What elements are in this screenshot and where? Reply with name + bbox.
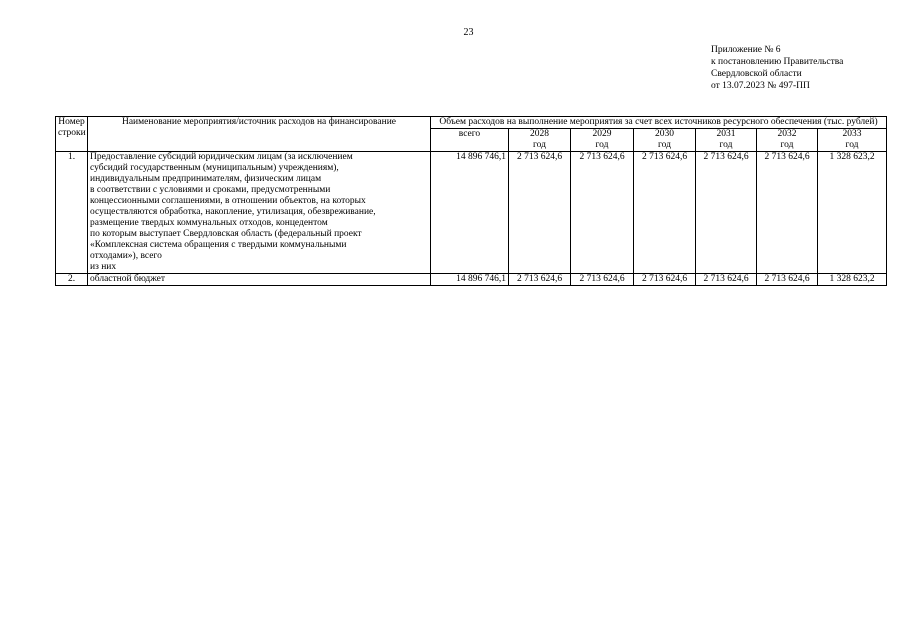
header-year (818, 129, 887, 152)
name-line: осуществляются обработка, накопление, утилизация, обезвреживание, (90, 207, 376, 217)
row-value: 2 713 624,6 (634, 274, 696, 286)
page-number: 23 (463, 27, 474, 38)
name-line: по которым выступает Свердловская область (федеральный проект (90, 229, 362, 239)
header-total: всего (431, 129, 509, 152)
year-unit: год (533, 140, 546, 150)
header-year (571, 129, 634, 152)
name-line: в соответствии с условиями и сроками, предусмотренными (90, 185, 331, 195)
financing-table (55, 116, 887, 286)
year-unit: год (780, 140, 794, 150)
annex-block (711, 44, 843, 92)
year-number: 2028 (530, 129, 549, 139)
row-value: 2 713 624,6 (757, 152, 818, 274)
name-line: концессионными соглашениями, в отношении объектов, на которых (90, 196, 366, 206)
year-unit: год (658, 140, 671, 150)
header-row-number: Номер строки (56, 117, 88, 152)
year-number: 2031 (716, 129, 736, 139)
annex-line: к постановлению Правительства (711, 57, 844, 67)
header-year (634, 129, 696, 152)
name-line: субсидий государственным (муниципальным) учреждениям), (90, 163, 339, 173)
year-unit: год (595, 140, 609, 150)
annex-line: Приложение № 6 (711, 45, 781, 55)
year-unit: год (719, 140, 733, 150)
row-value: 2 713 624,6 (696, 274, 757, 286)
name-line: областной бюджет (90, 274, 166, 284)
header-volume: Объем расходов на выполнение мероприятия за счет всех источников ресурсного обеспечения (тыс. рублей) (431, 117, 887, 129)
row-value: 2 713 624,6 (757, 274, 818, 286)
row-number: 1. (56, 152, 88, 274)
row-value: 1 328 623,2 (818, 274, 887, 286)
row-name (88, 274, 431, 286)
annex-line: Свердловской области (711, 69, 802, 79)
row-value: 2 713 624,6 (696, 152, 757, 274)
row-value: 2 713 624,6 (509, 152, 571, 274)
row-number: 2. (56, 274, 88, 286)
year-number: 2029 (592, 129, 612, 139)
name-line: из них (90, 262, 117, 272)
name-line: индивидуальным предпринимателям, физическим лицам (90, 174, 322, 184)
year-number: 2030 (655, 129, 674, 139)
name-line: размещение твердых коммунальных отходов, концедентом (90, 218, 328, 228)
table-row (56, 274, 887, 286)
name-line: «Комплексная система обращения с твердыми коммунальными (90, 240, 347, 250)
row-total: 14 896 746,1 (431, 274, 509, 286)
name-line: Предоставление субсидий юридическим лицам (за исключением (90, 152, 353, 162)
year-unit: год (845, 140, 859, 150)
row-name (88, 152, 431, 274)
name-line: отходами»), всего (90, 251, 162, 261)
year-number: 2033 (842, 129, 862, 139)
header-year (757, 129, 818, 152)
header-row-top (56, 117, 887, 129)
row-value: 1 328 623,2 (818, 152, 887, 274)
table-row (56, 152, 887, 274)
year-number: 2032 (777, 129, 797, 139)
annex-line: от 13.07.2023 № 497-ПП (711, 81, 810, 91)
row-value: 2 713 624,6 (634, 152, 696, 274)
header-year (696, 129, 757, 152)
header-name: Наименование мероприятия/источник расходов на финансирование (88, 117, 431, 152)
row-value: 2 713 624,6 (571, 152, 634, 274)
header-year (509, 129, 571, 152)
row-total: 14 896 746,1 (431, 152, 509, 274)
row-value: 2 713 624,6 (509, 274, 571, 286)
row-value: 2 713 624,6 (571, 274, 634, 286)
